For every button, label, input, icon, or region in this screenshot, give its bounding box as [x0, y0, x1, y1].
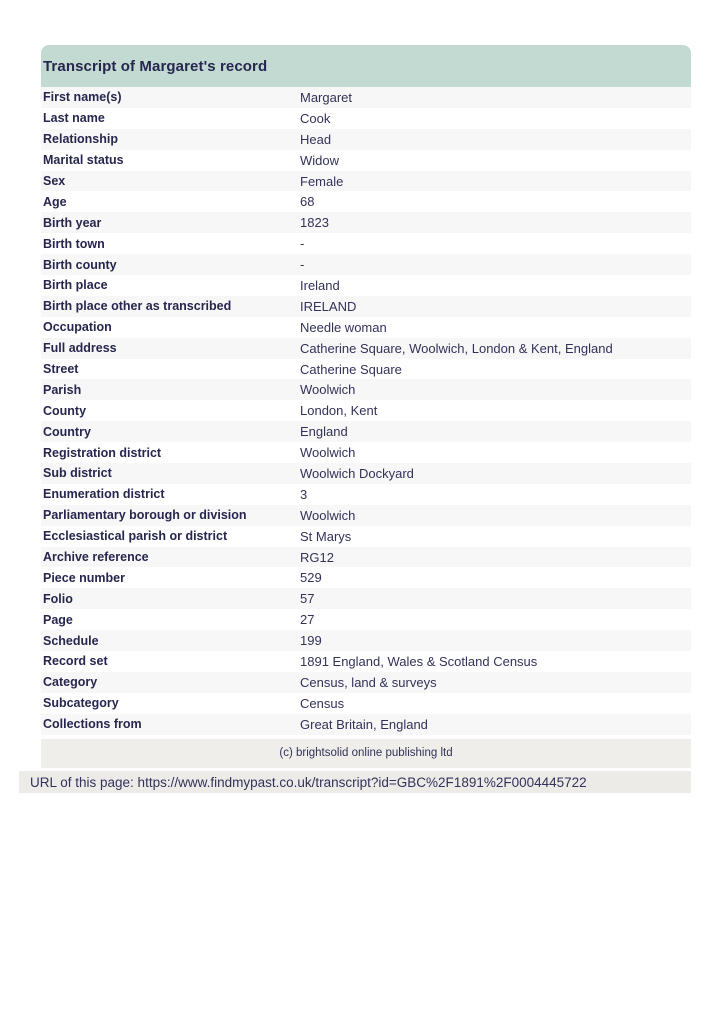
- field-label: Marital status: [43, 153, 124, 168]
- field-value: Female: [300, 173, 344, 189]
- field-value: 1823: [300, 215, 329, 231]
- field-label: Record set: [43, 654, 108, 669]
- field-value: Census, land & surveys: [300, 674, 437, 690]
- field-value: Great Britain, England: [300, 716, 428, 732]
- table-row: [41, 150, 691, 171]
- table-row: [41, 212, 691, 233]
- field-label: Page: [43, 612, 73, 627]
- table-row: [41, 296, 691, 317]
- table-row: [41, 463, 691, 484]
- field-label: Sub district: [43, 466, 112, 481]
- field-label: Parish: [43, 382, 82, 397]
- table-row: [41, 275, 691, 296]
- field-value: Needle woman: [300, 319, 387, 335]
- table-row: [41, 338, 691, 359]
- table-row: [41, 526, 691, 547]
- field-label: Category: [43, 675, 98, 690]
- table-row: [41, 254, 691, 275]
- table-row: [41, 442, 691, 463]
- table-row: [41, 609, 691, 630]
- field-value: Widow: [300, 152, 340, 168]
- field-value: 529: [300, 570, 322, 586]
- field-value: Census: [300, 695, 345, 711]
- field-label: Collections from: [43, 717, 142, 732]
- field-label: Piece number: [43, 570, 125, 585]
- table-row: [41, 505, 691, 526]
- field-label: First name(s): [43, 90, 122, 105]
- table-row: [41, 87, 691, 108]
- table-row: [41, 630, 691, 651]
- field-label: Birth place other as transcribed: [43, 299, 232, 314]
- field-label: Schedule: [43, 633, 99, 648]
- field-value: 27: [300, 612, 315, 628]
- table-row: [41, 547, 691, 568]
- field-label: Country: [43, 424, 91, 439]
- field-value: -: [300, 257, 305, 273]
- field-value: Woolwich Dockyard: [300, 465, 414, 481]
- table-row: [41, 484, 691, 505]
- field-value: -: [300, 236, 305, 252]
- field-label: Archive reference: [43, 550, 149, 565]
- card-header: [41, 45, 691, 87]
- table-row: [41, 129, 691, 150]
- table-row: [41, 191, 691, 212]
- field-label: Subcategory: [43, 696, 119, 711]
- table-row: [41, 379, 691, 400]
- table-row: [41, 672, 691, 693]
- field-label: Ecclesiastical parish or district: [43, 529, 228, 544]
- table-row: [41, 588, 691, 609]
- field-value: Catherine Square, Woolwich, London & Kent, England: [300, 340, 613, 356]
- table-row: [41, 359, 691, 380]
- field-value: 1891 England, Wales & Scotland Census: [300, 653, 538, 669]
- copyright-bar: [41, 739, 691, 768]
- field-label: County: [43, 403, 87, 418]
- field-value: London, Kent: [300, 403, 378, 419]
- table-row: [41, 693, 691, 714]
- table-row: [41, 714, 691, 735]
- field-value: Margaret: [300, 89, 353, 105]
- field-label: Full address: [43, 341, 117, 356]
- field-value: 57: [300, 591, 315, 607]
- table-row: [41, 651, 691, 672]
- field-value: Head: [300, 131, 332, 147]
- field-label: Street: [43, 362, 79, 377]
- field-value: RG12: [300, 549, 334, 565]
- table-row: [41, 108, 691, 129]
- field-value: England: [300, 424, 348, 440]
- field-value: Catherine Square: [300, 361, 402, 377]
- field-value: Cook: [300, 110, 331, 126]
- record-card: [41, 45, 691, 768]
- field-value: 68: [300, 194, 315, 210]
- field-label: Relationship: [43, 132, 119, 147]
- table-row: [41, 171, 691, 192]
- field-label: Enumeration district: [43, 487, 165, 502]
- field-label: Birth town: [43, 236, 105, 251]
- table-row: [41, 421, 691, 442]
- field-label: Last name: [43, 111, 105, 126]
- field-label: Occupation: [43, 320, 112, 335]
- copyright-text: (c) brightsolid online publishing ltd: [279, 747, 453, 760]
- field-value: 3: [300, 486, 308, 502]
- field-value: St Marys: [300, 528, 352, 544]
- table-row: [41, 233, 691, 254]
- fields-table: [41, 87, 691, 735]
- field-value: Woolwich: [300, 507, 356, 523]
- field-value: Woolwich: [300, 445, 356, 461]
- field-label: Parliamentary borough or division: [43, 508, 247, 523]
- url-line-text: URL of this page: https://www.findmypast.co.uk/transcript?id=GBC%2F1891%2F0004445722: [30, 774, 587, 790]
- field-value: 199: [300, 633, 322, 649]
- table-row: [41, 317, 691, 338]
- page-title: Transcript of Margaret's record: [43, 57, 268, 75]
- url-row: [19, 771, 691, 793]
- field-value: IRELAND: [300, 298, 357, 314]
- field-label: Birth year: [43, 215, 102, 230]
- field-label: Birth county: [43, 257, 117, 272]
- field-label: Birth place: [43, 278, 108, 293]
- field-label: Folio: [43, 591, 73, 606]
- table-row: [41, 567, 691, 588]
- field-label: Registration district: [43, 445, 162, 460]
- field-label: Age: [43, 194, 67, 209]
- field-label: Sex: [43, 174, 66, 188]
- field-value: Woolwich: [300, 382, 356, 398]
- table-row: [41, 400, 691, 421]
- field-value: Ireland: [300, 277, 340, 293]
